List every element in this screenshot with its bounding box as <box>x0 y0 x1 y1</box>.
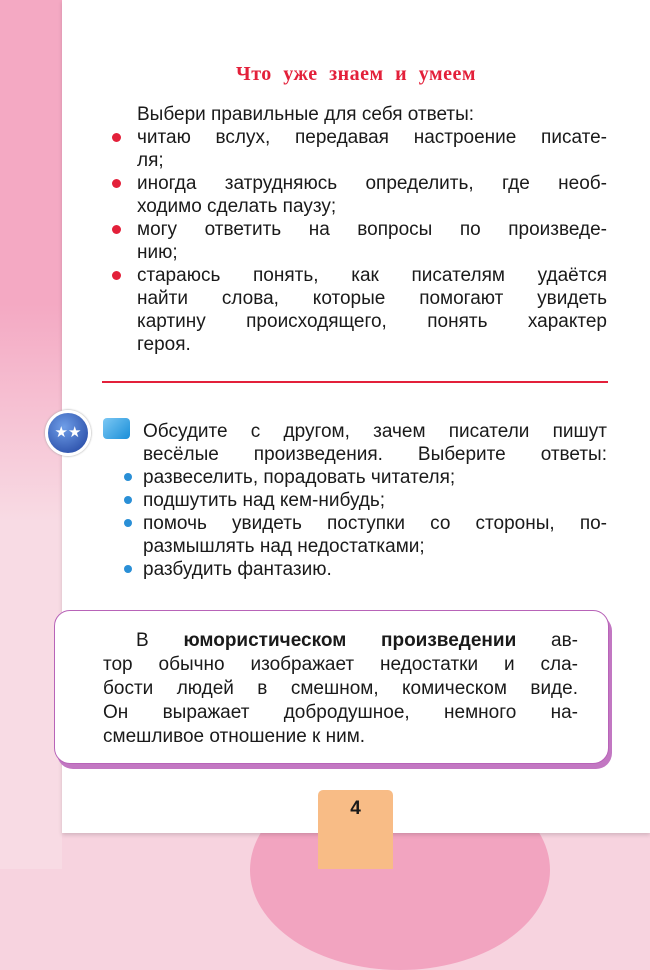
bullet-blue <box>124 565 132 573</box>
list-item-line: героя. <box>137 334 191 355</box>
section-title: Что уже знаем и умеем <box>236 63 476 85</box>
list-item-line: стараюсь понять, как писателям удаётся <box>137 265 607 286</box>
list-item-line: найти слова, которые помогают увидеть <box>137 288 607 309</box>
definition-line: бости людей в смешном, комическом виде. <box>103 678 578 699</box>
list-item-line: размышлять над недостатками; <box>143 536 425 557</box>
bullet-red <box>112 225 121 234</box>
bullet-red <box>112 179 121 188</box>
self-check-intro: Выбери правильные для себя ответы: <box>137 104 475 125</box>
list-item-line: подшутить над кем-нибудь; <box>143 490 386 511</box>
page-number: 4 <box>318 790 393 869</box>
list-item-line: иногда затрудняюсь определить, где необ- <box>137 173 607 194</box>
list-item-line: ходимо сделать паузу; <box>137 196 337 217</box>
task-marker-icon <box>103 418 130 439</box>
bullet-blue <box>124 496 132 504</box>
pair-work-stars-icon: ★★ <box>45 410 91 456</box>
list-item-line: могу ответить на вопросы по произведе- <box>137 219 607 240</box>
bullet-red <box>112 133 121 142</box>
section-divider <box>102 381 608 383</box>
list-item-line: читаю вслух, передавая настроение писате- <box>137 127 607 148</box>
bullet-blue <box>124 519 132 527</box>
definition-line <box>103 629 578 652</box>
list-item-line: нию; <box>137 242 178 263</box>
definition-line: тор обычно изображает недостатки и сла- <box>103 654 578 675</box>
list-item-line: разбудить фантазию. <box>143 559 332 580</box>
list-item-line: помочь увидеть поступки со стороны, по- <box>143 513 607 534</box>
bullet-red <box>112 271 121 280</box>
list-item-line: развеселить, порадовать читателя; <box>143 467 456 488</box>
definition-line: Он выражает добродушное, немного на- <box>103 702 578 723</box>
definition-term: юмористическом произведении <box>183 630 517 651</box>
definition-lead: В <box>136 630 149 651</box>
list-item-line: ля; <box>137 150 164 171</box>
discussion-intro-line: весёлые произведения. Выберите ответы: <box>143 444 607 465</box>
definition-text: ав- <box>551 630 579 651</box>
discussion-intro-line: Обсудите с другом, зачем писатели пишут <box>143 421 607 442</box>
definition-line: смешливое отношение к ним. <box>103 726 366 747</box>
list-item-line: картину происходящего, понять характер <box>137 311 607 332</box>
bullet-blue <box>124 473 132 481</box>
